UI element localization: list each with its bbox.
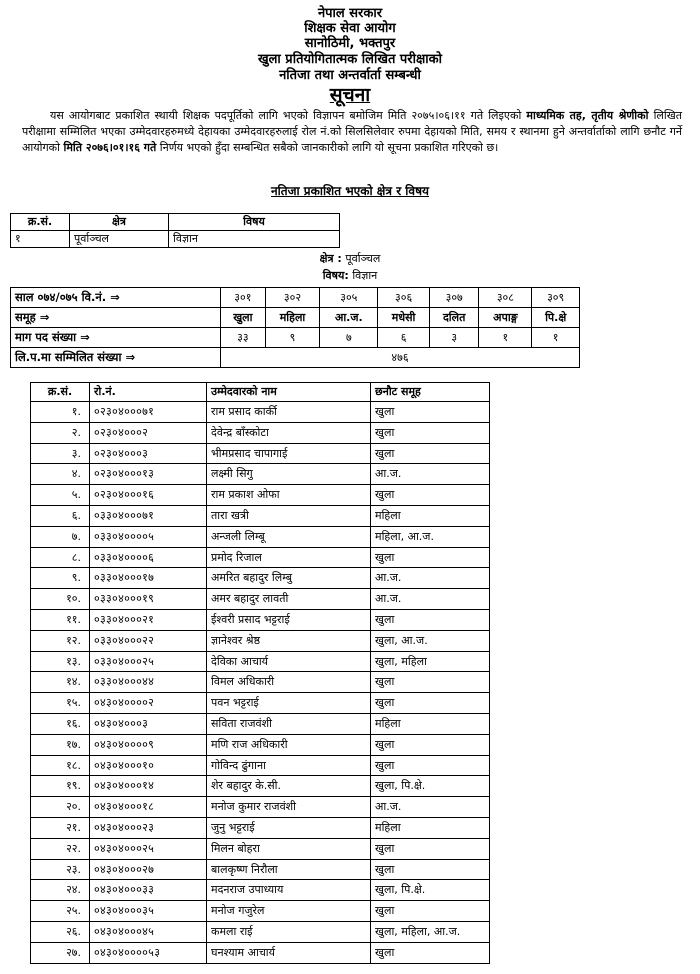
candidate-name: घनश्याम आचार्य [207,942,371,963]
candidate-name: देविका आचार्य [207,651,371,672]
candidate-sn: २६. [31,921,90,942]
candidate-table-header [31,383,490,402]
candidate-sn: २४. [31,880,90,901]
candidate-roll-no: ०३३०४०००४४ [90,672,207,693]
candidate-sn: १५. [31,693,90,714]
quota-demand: ६ [378,328,430,348]
candidate-roll-no: ०४३०४०००४५ [90,921,207,942]
quota-group: अपाङ्ग [479,308,532,328]
quota-demand-row [11,328,580,348]
quota-groups-row [11,308,580,328]
quota-participants-label: लि.प.मा सम्मिलित संख्या ⇒ [11,348,221,368]
candidate-sn: १७. [31,734,90,755]
quota-codes-row [11,288,580,308]
candidate-name: राम प्रसाद कार्की [207,402,371,423]
table-row [31,651,490,672]
table-row [31,734,490,755]
candidate-roll-no: ०३३०४०००१९ [90,589,207,610]
table-row [31,547,490,568]
candidate-sn: १८. [31,755,90,776]
candidate-name: देवेन्द्र बाँस्कोटा [207,422,371,443]
notice-text-3: निर्णय भएको हुँदा सम्बन्धित सबैको जानकारीको लागि यो सूचना प्रकाशित गरिएको छ। [159,141,499,154]
quota-demand: ३३ [221,328,266,348]
candidate-name: बालकृष्ण निरौला [207,859,371,880]
candidate-roll-no: ०४३०४०००१० [90,755,207,776]
candidate-selection-group: खुला [371,755,490,776]
table-row [31,422,490,443]
candidate-name: ईश्वरी प्रसाद भट्टराई [207,609,371,630]
candidate-selection-group: महिला [371,505,490,526]
candidate-roll-no: ०४३०४००००५३ [90,942,207,963]
candidate-sn: ४. [31,464,90,485]
candidate-selection-group: खुला, महिला, आ.ज. [371,921,490,942]
candidate-sn: ६. [31,505,90,526]
candidate-name: मिलन बोहरा [207,838,371,859]
table-row [31,402,490,423]
candidate-name: अमर बहादुर लावती [207,589,371,610]
candidate-name: शेर बहादुर के.सी. [207,776,371,797]
candidate-name: अमरित बहादुर लिम्बु [207,568,371,589]
candidate-roll-no: ०३३०४०००१७ [90,568,207,589]
candidate-selection-group: खुला [371,838,490,859]
quota-group: दलित [429,308,479,328]
candidate-name: तारा खत्री [207,505,371,526]
candidate-name: मनोज कुमार राजवंशी [207,797,371,818]
subject-label: विषय: [322,269,349,282]
candidate-selection-group: खुला, आ.ज. [371,630,490,651]
candidate-table [30,382,490,964]
candidate-sn: ५. [31,485,90,506]
quota-group-label: समूह ⇒ [11,308,221,328]
candidate-roll-no: ०२३०४०००१६ [90,485,207,506]
candidate-sn: ३. [31,443,90,464]
candidate-sn: ९. [31,568,90,589]
quota-demand: १ [479,328,532,348]
candidate-name: पवन भट्टराई [207,693,371,714]
candidate-selection-group: महिला, आ.ज. [371,526,490,547]
candidate-selection-group: खुला, पि.क्षे. [371,776,490,797]
subject-line [0,268,700,283]
quota-group: महिला [265,308,320,328]
candidate-roll-no: ०३३०४०००२१ [90,609,207,630]
quota-group: पि.क्षे [532,308,580,328]
quota-group: आ.ज. [320,308,378,328]
quota-code: ३०५ [320,288,378,308]
region-value: पूर्वाञ्चल [345,252,381,265]
candidate-roll-no: ०४३०४००००९ [90,734,207,755]
candidate-sn: २५. [31,901,90,922]
header-government: नेपाल सरकार [317,6,383,21]
table-row [31,921,490,942]
region-label: क्षेत्र : [319,252,342,265]
candidate-roll-no: ०३३०४००००५ [90,526,207,547]
table-row [31,776,490,797]
candidate-roll-no: ०४३०४०००३५ [90,901,207,922]
area-table-header [11,214,340,231]
candidate-name: गोविन्द ढुंगाना [207,755,371,776]
candidate-roll-no: ०३३०४०००२५ [90,651,207,672]
candidate-selection-group: खुला [371,402,490,423]
candidate-sn: १२. [31,630,90,651]
table-row [31,589,490,610]
candidate-name: ज्ञानेश्वर श्रेष्ठ [207,630,371,651]
candidate-selection-group: महिला [371,713,490,734]
candidate-header-sn: क्र.सं. [31,383,90,402]
candidate-header-roll: रो.नं. [90,383,207,402]
candidate-selection-group: खुला [371,693,490,714]
table-row [31,797,490,818]
table-row [31,568,490,589]
candidate-name: कमला राई [207,921,371,942]
candidate-roll-no: ०४३०४०००२७ [90,859,207,880]
candidate-sn: २३. [31,859,90,880]
candidate-sn: १०. [31,589,90,610]
candidate-name: जुनु भट्टराई [207,817,371,838]
candidate-roll-no: ०३३०४०००७१ [90,505,207,526]
notice-paragraph [22,108,682,156]
table-row [31,693,490,714]
candidate-roll-no: ०४३०४०००३ [90,713,207,734]
candidate-selection-group: खुला [371,422,490,443]
candidate-sn: १६. [31,713,90,734]
table-row [11,231,340,248]
candidate-roll-no: ०३३०४००००६ [90,547,207,568]
table-row [31,630,490,651]
quota-code: ३०२ [265,288,320,308]
table-row [31,755,490,776]
candidate-name: मदनराज उपाध्याय [207,880,371,901]
quota-demand: ७ [320,328,378,348]
area-header-subject: विषय [169,214,340,231]
candidate-sn: १४. [31,672,90,693]
table-row [31,485,490,506]
candidate-roll-no: ०३३०४०००२२ [90,630,207,651]
quota-code: ३०७ [429,288,479,308]
header-address: सानोठिमी, भक्तपुर [304,36,396,51]
quota-group: खुला [221,308,266,328]
header-commission: शिक्षक सेवा आयोग [304,21,396,36]
candidate-roll-no: ०४३०४०००१४ [90,776,207,797]
candidate-selection-group: आ.ज. [371,464,490,485]
table-row [31,942,490,963]
candidate-sn: २७. [31,942,90,963]
candidate-selection-group: खुला [371,485,490,506]
candidate-roll-no: ०२३०४०००३ [90,443,207,464]
area-cell-subject: विज्ञान [169,231,340,248]
area-cell-region: पूर्वाञ्चल [70,231,169,248]
candidate-roll-no: ०४३०४००००२ [90,693,207,714]
quota-demand-label: माग पद संख्या ⇒ [11,328,221,348]
candidate-name: विमल अधिकारी [207,672,371,693]
candidate-sn: २०. [31,797,90,818]
quota-year-label: साल ०७४/०७५ वि.नं. ⇒ [11,288,221,308]
table-row [31,443,490,464]
candidate-sn: ११. [31,609,90,630]
region-line [0,251,700,266]
candidate-roll-no: ०२३०४०००७१ [90,402,207,423]
candidate-roll-no: ०४३०४०००१८ [90,797,207,818]
notice-text-1: यस आयोगबाट प्रकाशित स्थायी शिक्षक पदपूर्तिको लागि भएको विज्ञापन बमोजिम मिति २०७५।०६।११ गते लिइएको [50,109,522,122]
quota-demand: ३ [429,328,479,348]
table-row [31,526,490,547]
table-row [31,880,490,901]
candidate-selection-group: खुला [371,609,490,630]
candidate-sn: १. [31,402,90,423]
candidate-selection-group: खुला, पि.क्षे. [371,880,490,901]
candidate-selection-group: आ.ज. [371,568,490,589]
subject-value: विज्ञान [352,269,378,282]
table-row [31,901,490,922]
table-row [31,505,490,526]
candidate-header-name: उम्मेदवारको नाम [207,383,371,402]
candidate-selection-group: खुला [371,901,490,922]
candidate-name: लक्ष्मी सिगु [207,464,371,485]
candidate-roll-no: ०२३०४०००१३ [90,464,207,485]
area-subject-table [10,213,340,248]
candidate-name: प्रमोद रिजाल [207,547,371,568]
candidate-selection-group: आ.ज. [371,589,490,610]
candidate-roll-no: ०२३०४०००२ [90,422,207,443]
quota-code: ३०१ [221,288,266,308]
area-header-region: क्षेत्र [70,214,169,231]
candidate-selection-group: खुला [371,859,490,880]
quota-participants-value: ४७६ [221,348,580,368]
header-exam-type: खुला प्रतियोगितात्मक लिखित परीक्षाको [257,52,443,67]
candidate-roll-no: ०४३०४०००२३ [90,817,207,838]
candidate-sn: २. [31,422,90,443]
quota-table [10,287,580,368]
candidate-name: राम प्रकाश ओफा [207,485,371,506]
notice-level-bold: माध्यमिक तह, तृतीय श्रेणीको [526,109,649,122]
table-row [31,817,490,838]
table-row [31,464,490,485]
quota-code: ३०६ [378,288,430,308]
candidate-name: भीमप्रसाद चापागाई [207,443,371,464]
candidate-selection-group: खुला, महिला [371,651,490,672]
candidate-sn: १३. [31,651,90,672]
candidate-header-group: छनौट समूह [371,383,490,402]
table-row [31,672,490,693]
candidate-selection-group: खुला [371,443,490,464]
candidate-name: अन्जली लिम्बू [207,526,371,547]
area-header-sn: क्र.सं. [11,214,70,231]
result-title: नतिजा प्रकाशित भएको क्षेत्र र विषय [271,184,429,198]
header-subject: नतिजा तथा अन्तर्वार्ता सम्बन्धी [279,68,421,83]
candidate-selection-group: खुला [371,942,490,963]
candidate-sn: ८. [31,547,90,568]
candidate-selection-group: महिला [371,817,490,838]
candidate-name: सविता राजवंशी [207,713,371,734]
candidate-selection-group: खुला [371,672,490,693]
notice-text-2: लिखित परीक्षामा सम्मिलित भएका उम्मेदवारहरुमध्ये देहायका उम्मेदवारहरुलाई रोल नं.को सिलसिलेवार रुपमा देहायको मिति, समय र स्थानमा हुने अन्तर्वार्ताको लागि छनौट गर्ने आयोगको [22,109,682,154]
table-row [31,838,490,859]
candidate-sn: २२. [31,838,90,859]
quota-demand: ९ [265,328,320,348]
candidate-selection-group: खुला [371,734,490,755]
candidate-name: मनोज गजुरेल [207,901,371,922]
quota-group: मधेसी [378,308,430,328]
candidate-roll-no: ०४३०४०००२५ [90,838,207,859]
notice-date-bold: मिति २०७६।०१।१६ गते [63,141,157,154]
table-row [31,713,490,734]
quota-code: ३०८ [479,288,532,308]
candidate-sn: ७. [31,526,90,547]
table-row [31,859,490,880]
candidate-sn: २१. [31,817,90,838]
candidate-selection-group: खुला [371,547,490,568]
quota-code: ३०९ [532,288,580,308]
area-cell-sn: १ [11,231,70,248]
quota-demand: १ [532,328,580,348]
table-row [31,609,490,630]
quota-participants-row [11,348,580,368]
candidate-roll-no: ०४३०४०००३३ [90,880,207,901]
candidate-sn: १९. [31,776,90,797]
candidate-name: मणि राज अधिकारी [207,734,371,755]
notice-title: सूचना [329,84,371,106]
candidate-selection-group: आ.ज. [371,797,490,818]
